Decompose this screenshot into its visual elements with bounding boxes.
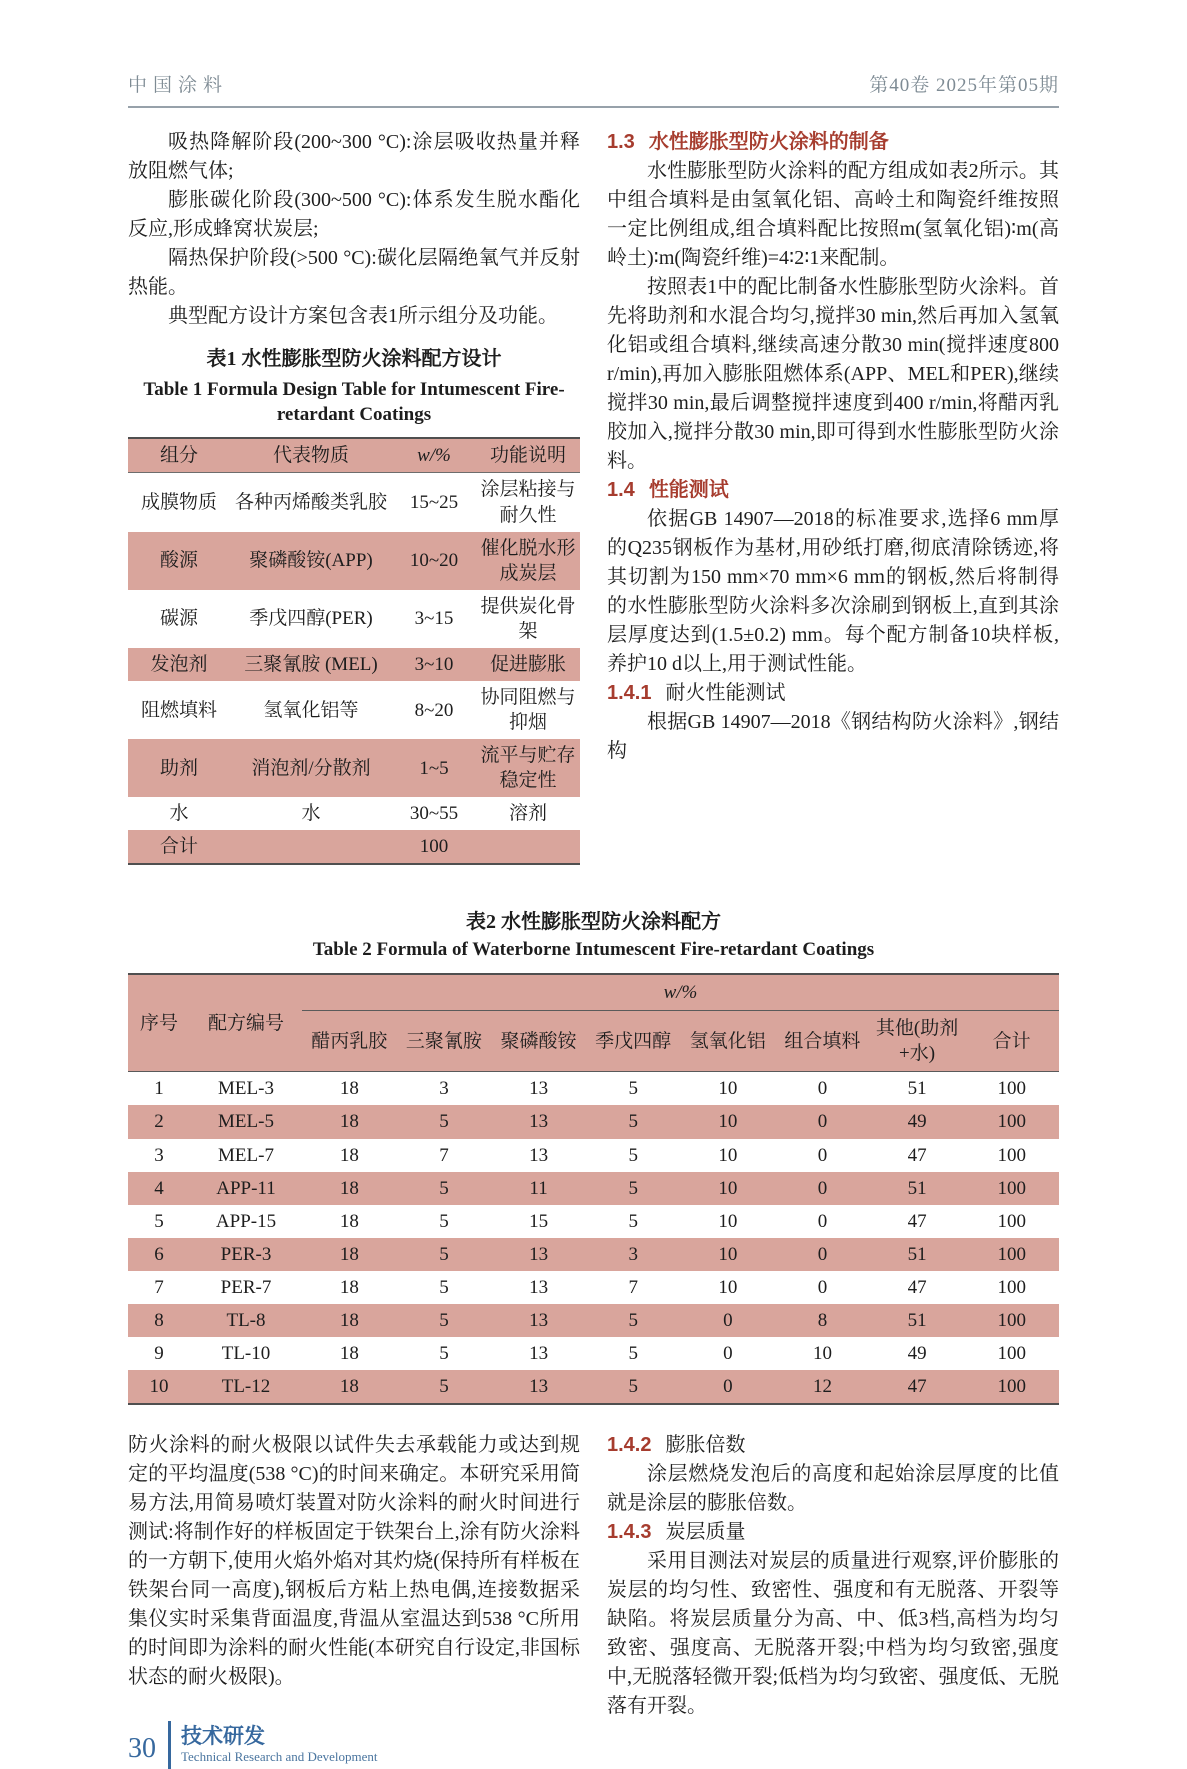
table-cell: 消泡剂/分散剂 (251, 757, 371, 779)
lower-columns (128, 1431, 1059, 1721)
table-cell: 8 (154, 1309, 164, 1331)
table-cell: 51 (907, 1177, 927, 1199)
paragraph: 防火涂料的耐火极限以试件失去承载能力或达到规定的平均温度(538 °C)的时间来确定。本研究采用简易方法,用简易喷灯装置对防火涂料的耐火时间进行测试:将制作好的样板固定于铁架台上,涂有防火涂料的一方朝下,使用火焰外焰对其灼烧(保持所有样板在铁架台同一高度),钢板后方粘上热电偶,连接数据采集仪实时采集背面温度,背温从室温达到538 °C所用的时间即为涂料的耐火性能(本研究自行设定,非国标状态的耐火极限)。 (128, 1434, 580, 1689)
table-cell: 49 (907, 1343, 927, 1365)
table-cell: PER-7 (220, 1276, 272, 1298)
table-cell: 提供炭化骨架 (480, 595, 576, 642)
table-row (128, 1072, 1059, 1106)
table-cell: 碳源 (159, 608, 198, 630)
paragraph: 隔热保护阶段(>500 °C):碳化层隔绝氧气并反射热能。 (128, 247, 580, 298)
paragraph: 依据GB 14907—2018的标准要求,选择6 mm厚的Q235钢板作为基材,用砂纸打磨,彻底清除锈迹,将其切割为150 mm×70 mm×6 mm的钢板,然后将制得的水性膨胀型防火涂料多次涂刷到钢板上,直到其涂层厚度达到(1.5±0.2) mm。每个配方制备10块样板,养护10 d以上,用于测试性能。 (607, 508, 1059, 675)
table-cell: 47 (907, 1376, 927, 1398)
table-row (128, 739, 580, 797)
table-cell: 10 (149, 1376, 169, 1398)
table2-header-cell: 三聚氰胺 (405, 1030, 482, 1052)
table-cell: 4 (154, 1177, 164, 1199)
table-cell: 3 (154, 1144, 164, 1166)
section-number: 1.4.2 (607, 1434, 652, 1457)
table-cell: 发泡剂 (150, 653, 208, 675)
table1-header-cell: w/% (392, 438, 476, 473)
table2-header-cell: 序号 (139, 1012, 178, 1034)
upper-columns (128, 128, 1059, 865)
table-cell: 5 (628, 1111, 638, 1133)
section-title: 膨胀倍数 (665, 1434, 746, 1457)
left-column (128, 128, 580, 865)
table-cell: 0 (723, 1376, 733, 1398)
table-cell: 2 (154, 1111, 164, 1133)
table-cell: 18 (339, 1309, 359, 1331)
table2-header-cell: 其他(助剂+水) (875, 1018, 959, 1065)
table-cell: MEL-7 (218, 1144, 274, 1166)
table-cell: 成膜物质 (140, 491, 217, 513)
table-cell: 5 (439, 1343, 449, 1365)
table-cell: 13 (529, 1144, 549, 1166)
table-cell: 100 (419, 836, 449, 858)
table-cell: 13 (529, 1343, 549, 1365)
table-cell: 3~10 (414, 653, 454, 675)
table-cell: 100 (997, 1276, 1026, 1298)
table-cell: 18 (339, 1376, 359, 1398)
table-cell: 10 (718, 1078, 738, 1100)
table-row (128, 590, 580, 648)
table-cell: 7 (154, 1276, 164, 1298)
table-cell: 18 (339, 1078, 359, 1100)
table-cell: 0 (817, 1210, 828, 1232)
section-number: 1.4.1 (607, 682, 652, 704)
table-cell: 0 (723, 1343, 733, 1365)
table-cell: 水 (169, 803, 189, 825)
table2-body (128, 1072, 1059, 1404)
table-cell: 100 (997, 1309, 1026, 1331)
table-cell (230, 830, 392, 864)
table-cell: 1~5 (419, 757, 449, 779)
table-cell: 8 (817, 1309, 828, 1331)
table-cell: 18 (339, 1177, 359, 1199)
table-row (128, 473, 580, 532)
table-cell: 10~20 (409, 550, 459, 572)
table1 (128, 437, 580, 865)
table-row (128, 1105, 1059, 1138)
table-cell: 5 (439, 1376, 449, 1398)
table-cell: 18 (339, 1144, 359, 1166)
right-column (607, 128, 1059, 865)
paragraph: 采用目测法对炭层的质量进行观察,评价膨胀的炭层的均匀性、致密性、强度和有无脱落、开裂等缺陷。将炭层质量分为高、中、低3档,高档为均匀致密、强度高、无脱落开裂;中档为均匀致密,强度中,无脱落轻微开裂;低档为均匀致密、强度低、无脱落有开裂。 (607, 1550, 1059, 1718)
table-cell: 5 (628, 1343, 638, 1365)
table2-title-en: Table 2 Formula of Waterborne Intumescent Fire-retardant Coatings (312, 939, 875, 961)
section-heading-1-4-3 (607, 1518, 1059, 1547)
table-cell: 溶剂 (508, 803, 547, 825)
table-cell: 催化脱水形成炭层 (480, 537, 576, 584)
table-cell: 三聚氰胺 (MEL) (244, 653, 378, 675)
table-cell: 18 (339, 1243, 359, 1265)
table-cell: 13 (529, 1376, 549, 1398)
table-cell (476, 830, 580, 864)
table-cell: 1 (154, 1078, 164, 1100)
table-cell: 10 (718, 1276, 738, 1298)
table-cell: 涂层粘接与耐久性 (480, 479, 576, 526)
table-cell: 5 (439, 1111, 449, 1133)
table2-header-cell: 聚磷酸铵 (500, 1030, 577, 1052)
journal-title: 中国涂料 (128, 75, 229, 96)
table-cell: 3 (439, 1078, 449, 1100)
table-cell: 0 (817, 1243, 828, 1265)
table-cell: 6 (154, 1243, 164, 1265)
table-row (128, 648, 580, 681)
table-row (128, 1172, 1059, 1205)
table-cell: 100 (997, 1343, 1026, 1365)
table-cell: 合计 (159, 836, 198, 858)
table-cell: 47 (907, 1210, 927, 1232)
table-cell: 51 (907, 1243, 927, 1265)
section-number: 1.3 (607, 131, 635, 153)
table-row (128, 1139, 1059, 1172)
table-cell: 13 (529, 1309, 549, 1331)
table-cell: 13 (529, 1243, 549, 1265)
table-cell: 3~15 (414, 608, 454, 630)
section-heading-1-4-1 (607, 679, 1059, 708)
table1-title-en: Table 1 Formula Design Table for Intumescent Fire-retardant Coatings (143, 379, 565, 425)
volume-issue: 第40卷 2025年第05期 (869, 75, 1059, 96)
table-cell: 5 (439, 1309, 449, 1331)
table2-header-cell: 配方编号 (207, 1012, 284, 1034)
section-title: 炭层质量 (665, 1521, 746, 1544)
table2-header-cell: 组合填料 (784, 1030, 861, 1052)
table-cell: 100 (997, 1111, 1026, 1133)
table-cell: 10 (812, 1343, 832, 1365)
table1-header-cell: 组分 (128, 438, 230, 473)
table2 (128, 973, 1059, 1405)
table-cell: 18 (339, 1343, 359, 1365)
table-row (128, 1304, 1059, 1337)
table-cell: 流平与贮存稳定性 (480, 745, 576, 792)
table-cell: 15 (529, 1210, 549, 1232)
paragraph: 典型配方设计方案包含表1所示组分及功能。 (168, 305, 558, 327)
table-row (128, 830, 580, 864)
footer-section-en: Technical Research and Development (181, 1749, 378, 1765)
section-title: 性能测试 (648, 479, 729, 501)
table2-title-zh: 表2 水性膨胀型防火涂料配方 (466, 911, 721, 934)
table-cell: 协同阻燃与抑烟 (480, 687, 576, 734)
table-cell: 5 (628, 1309, 638, 1331)
table-cell: 7 (439, 1144, 449, 1166)
table-cell: MEL-3 (218, 1078, 274, 1100)
table-row (128, 681, 580, 739)
footer-section (181, 1724, 378, 1766)
footer-divider-bar (168, 1721, 171, 1769)
table-cell: 聚磷酸铵(APP) (249, 550, 373, 572)
table1-header-cell: 代表物质 (230, 438, 392, 473)
table-cell: 0 (723, 1309, 733, 1331)
table-cell: 11 (529, 1177, 548, 1199)
table-cell: 5 (439, 1210, 449, 1232)
table-cell: 100 (997, 1078, 1026, 1100)
table-cell: 47 (907, 1276, 927, 1298)
table-cell: 3 (628, 1243, 638, 1265)
table-cell: 13 (529, 1276, 549, 1298)
table1-title-zh: 表1 水性膨胀型防火涂料配方设计 (206, 348, 502, 370)
section-number: 1.4 (607, 479, 635, 501)
table-cell: TL-8 (226, 1309, 266, 1331)
table-cell: 0 (817, 1144, 828, 1166)
running-head (128, 70, 1059, 108)
table-cell: 5 (154, 1210, 164, 1232)
paragraph: 按照表1中的配比制备水性膨胀型防火涂料。首先将助剂和水混合均匀,搅拌30 min,然后再加入氢氧化铝或组合填料,继续高速分散30 min(搅拌速度800 r/min),再加入膨胀阻燃体系(APP、MEL和PER),继续搅拌30 min,最后调整搅拌速度到400 r/min,将醋丙乳胶加入,搅拌分散30 min,即可得到水性膨胀型防火涂料。 (607, 276, 1059, 472)
bottom-right-column (607, 1431, 1059, 1721)
table-cell: 阻燃填料 (140, 699, 217, 721)
table-row (128, 1205, 1059, 1238)
table-cell: 8~20 (414, 699, 454, 721)
table-cell: 100 (997, 1144, 1026, 1166)
table-cell: 13 (529, 1111, 549, 1133)
table-cell: 18 (339, 1276, 359, 1298)
paragraph: 膨胀碳化阶段(300~500 °C):体系发生脱水酯化反应,形成蜂窝状炭层; (128, 189, 580, 240)
table-cell: 100 (997, 1177, 1026, 1199)
paragraph: 水性膨胀型防火涂料的配方组成如表2所示。其中组合填料是由氢氧化铝、高岭土和陶瓷纤维按照一定比例组成,组合填料配比按照m(氢氧化铝)∶m(高岭土)∶m(陶瓷纤维)=4∶2∶1来配制。 (607, 160, 1059, 269)
table-cell: 促进膨胀 (489, 653, 566, 675)
table2-header-cell: 氢氧化铝 (689, 1030, 766, 1052)
table1-head (128, 438, 580, 473)
table-cell: 7 (628, 1276, 638, 1298)
table-cell: 10 (718, 1144, 738, 1166)
table-cell: 0 (817, 1276, 828, 1298)
table1-block (128, 345, 580, 865)
table-cell: 18 (339, 1111, 359, 1133)
table2-head (128, 974, 1059, 1072)
table-row (128, 1238, 1059, 1271)
section-heading-1-3 (607, 128, 1059, 157)
table-row (128, 797, 580, 830)
table-cell: 5 (628, 1144, 638, 1166)
table-cell: 100 (997, 1376, 1026, 1398)
table-cell: 10 (718, 1243, 738, 1265)
table-cell: 18 (339, 1210, 359, 1232)
table-row (128, 532, 580, 590)
paragraph: 根据GB 14907—2018《钢结构防火涂料》,钢结构 (607, 711, 1059, 762)
table-cell: 47 (907, 1144, 927, 1166)
table-cell: APP-11 (216, 1177, 276, 1199)
section-number: 1.4.3 (607, 1521, 652, 1544)
table-cell: 9 (154, 1343, 164, 1365)
table-cell: 100 (997, 1210, 1026, 1232)
footer-section-zh: 技术研发 (181, 1725, 265, 1749)
table1-body (128, 473, 580, 865)
table2-header-cell: 季戊四醇 (595, 1030, 672, 1052)
table-cell: TL-10 (221, 1343, 271, 1365)
table-cell: 水 (301, 803, 321, 825)
table-cell: 5 (439, 1276, 449, 1298)
table-cell: PER-3 (220, 1243, 272, 1265)
table-cell: 5 (439, 1243, 449, 1265)
table-cell: 30~55 (409, 803, 459, 825)
table-cell: 5 (628, 1078, 638, 1100)
paragraph: 吸热降解阶段(200~300 °C):涂层吸收热量并释放阻燃气体; (128, 131, 580, 182)
table-cell: 0 (817, 1078, 828, 1100)
table-cell: 12 (812, 1376, 832, 1398)
table-cell: 各种丙烯酸类乳胶 (234, 491, 387, 513)
table-cell: 季戊四醇(PER) (249, 608, 373, 630)
table-cell: 13 (529, 1078, 549, 1100)
table-cell: 51 (907, 1078, 927, 1100)
table-cell: TL-12 (221, 1376, 271, 1398)
section-heading-1-4 (607, 476, 1059, 505)
table-row (128, 1370, 1059, 1404)
table2-group-header-row (128, 974, 1059, 1011)
table2-group-header: w/% (302, 974, 1059, 1011)
table-cell: 5 (628, 1177, 638, 1199)
table-cell: 10 (718, 1111, 738, 1133)
section-title: 水性膨胀型防火涂料的制备 (648, 131, 889, 153)
table-cell: 10 (718, 1210, 738, 1232)
table2-header-cell: 合计 (992, 1030, 1031, 1052)
table-cell: APP-15 (215, 1210, 277, 1232)
page-number: 30 (128, 1733, 156, 1765)
table-cell: 5 (628, 1376, 638, 1398)
paragraph: 涂层燃烧发泡后的高度和起始涂层厚度的比值就是涂层的膨胀倍数。 (607, 1463, 1059, 1515)
table-cell: 10 (718, 1177, 738, 1199)
table-cell: 5 (439, 1177, 449, 1199)
page-footer (128, 1721, 1059, 1769)
table-cell: 酸源 (159, 550, 198, 572)
table2-header-cell: 醋丙乳胶 (311, 1030, 388, 1052)
table1-header-row (128, 438, 580, 473)
table-row (128, 1337, 1059, 1370)
table1-header-cell: 功能说明 (476, 438, 580, 473)
table-cell: 0 (817, 1111, 828, 1133)
table-cell: MEL-5 (218, 1111, 274, 1133)
bottom-left-column (128, 1431, 580, 1721)
table-cell: 51 (907, 1309, 927, 1331)
table2-block (128, 891, 1059, 1405)
table-cell: 100 (997, 1243, 1026, 1265)
table-cell: 15~25 (409, 491, 459, 513)
table-cell: 助剂 (159, 757, 198, 779)
table-cell: 氢氧化铝等 (263, 699, 359, 721)
table-cell: 0 (817, 1177, 828, 1199)
section-title: 耐火性能测试 (665, 682, 786, 704)
section-heading-1-4-2 (607, 1431, 1059, 1460)
table-cell: 5 (628, 1210, 638, 1232)
table-row (128, 1271, 1059, 1304)
table-cell: 49 (907, 1111, 927, 1133)
